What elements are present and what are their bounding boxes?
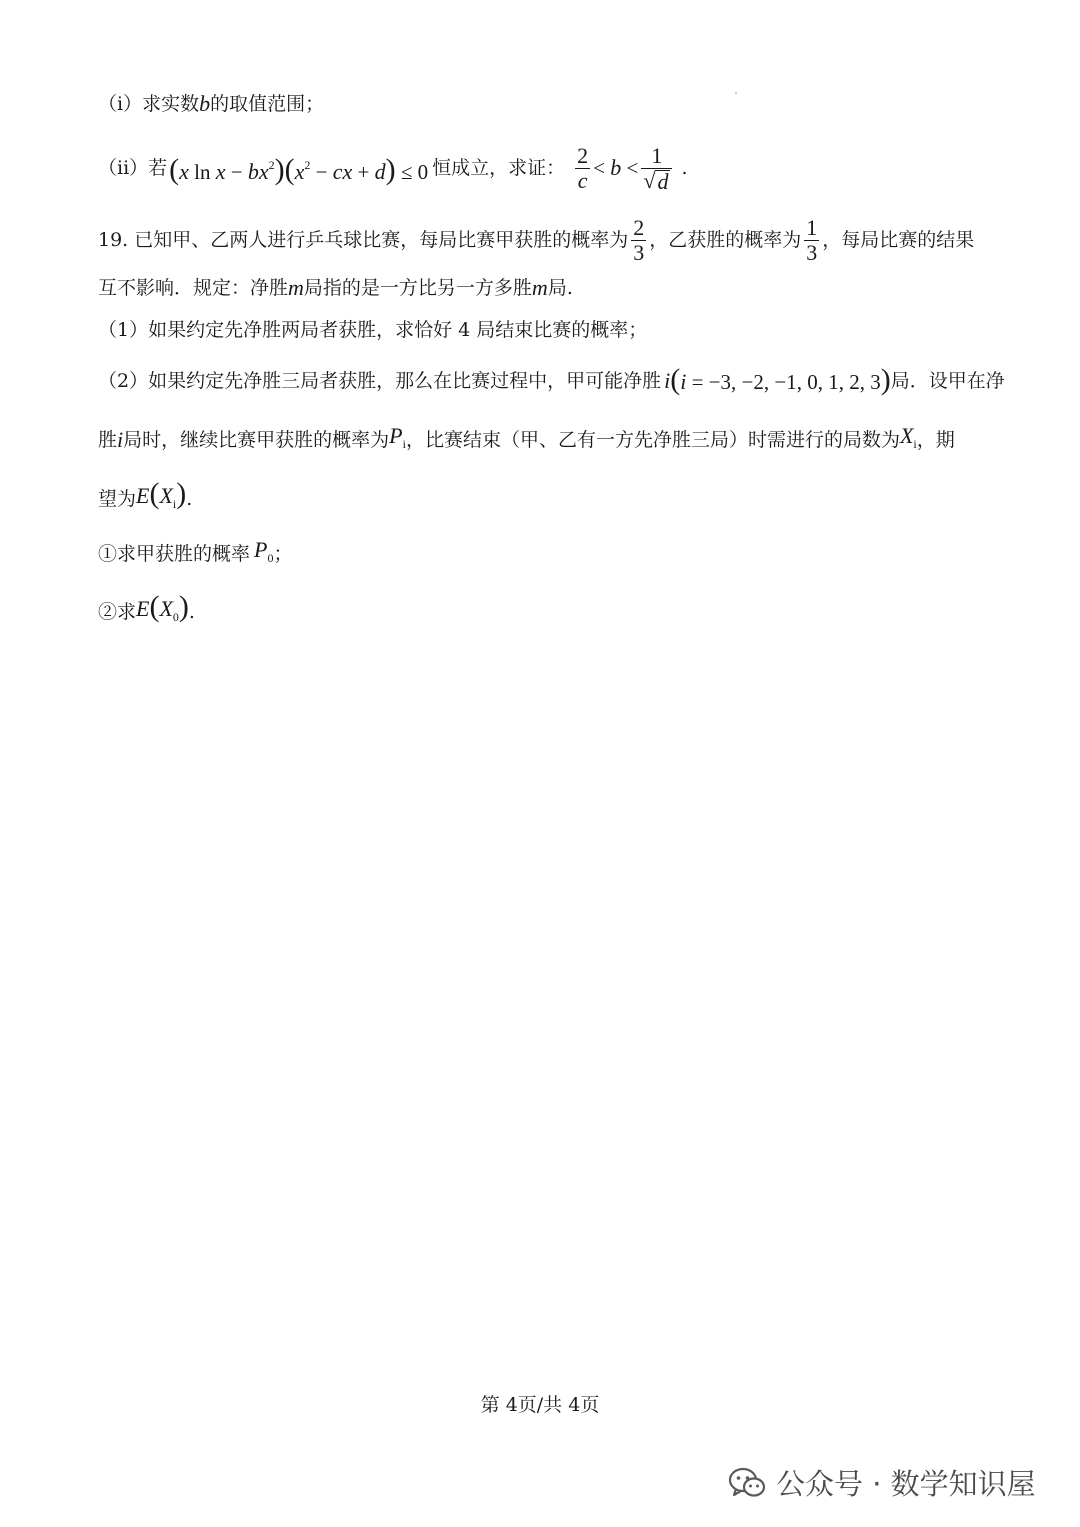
text: （ii）若: [98, 157, 168, 179]
text: ，期: [916, 429, 955, 451]
var-i: i: [664, 367, 671, 393]
text: （1）如果约定先净胜两局者获胜，求恰好 4 局结束比赛的概率；: [98, 319, 648, 341]
text: ，每局比赛的结果: [822, 229, 975, 251]
text: 19. 已知甲、乙两人进行乒乓球比赛，每局比赛甲获胜的概率为: [98, 229, 629, 251]
question-19-line1: [98, 214, 984, 266]
lt-b-lt: < b <: [593, 155, 639, 180]
fraction-2-over-c: $\frac{2}{c}$: [577, 142, 589, 193]
inequality-expression: (x $\ln x - bx^2)(x^2$ − cx + d) ≤ 0: [169, 152, 429, 186]
sub-part-1: [98, 536, 984, 572]
text: 的取值范围；: [210, 93, 325, 115]
text: 望为: [98, 487, 137, 510]
text: 恒成立，求证：: [432, 157, 566, 179]
part-2-line2: [98, 422, 984, 458]
text: （2）如果约定先净胜三局者获胜，那么在比赛过程中，甲可能净胜: [98, 369, 662, 392]
text: 局.: [547, 277, 573, 299]
text: 胜: [98, 429, 118, 451]
sub-question-ii: [98, 143, 984, 193]
text: ①求甲获胜的概率: [98, 543, 251, 565]
question-19-line2: [98, 274, 984, 302]
text: .: [186, 487, 193, 510]
text: （i）求实数: [98, 93, 200, 115]
text: 局时，继续比赛甲获胜的概率为: [123, 429, 390, 451]
part-1: [98, 316, 984, 344]
wechat-watermark: [728, 1462, 1036, 1503]
text: 局．设甲在净: [890, 369, 1005, 392]
text: 局指的是一方比另一方多胜: [303, 277, 532, 299]
wechat-icon: [728, 1467, 766, 1499]
part-2-line1: [98, 363, 1005, 396]
expectation-E-X0: $E(X_0)$: [136, 590, 189, 624]
text: ，比赛结束（甲、乙有一方先净胜三局）时需进行的局数为: [405, 429, 900, 451]
page-footer: 第 4页/共 4页: [480, 1394, 600, 1416]
fraction-2-over-3: $\frac{2}{3}$: [633, 214, 645, 265]
text: ②求: [98, 600, 137, 623]
fraction-1-over-sqrt-d: 1 √ d: [641, 144, 672, 193]
var-b: b: [199, 91, 211, 116]
sub-question-i: [98, 90, 984, 118]
var-m: m: [288, 275, 304, 300]
var-X-i: $X_i$: [899, 423, 917, 451]
fraction-1-over-3: $\frac{1}{3}$: [806, 214, 818, 265]
var-m: m: [531, 275, 548, 300]
text: 互不影响．规定：净胜: [98, 277, 289, 299]
text: .: [188, 600, 195, 623]
index-set: (i = −3, −2, −1, 0, 1, 2, 3): [670, 363, 891, 396]
var-P-i: $P_i$: [389, 423, 406, 451]
text: ，乙获胜的概率为: [649, 229, 802, 251]
var-i: i: [117, 427, 124, 452]
var-P-0: $P_0$: [254, 537, 274, 565]
expectation-E-Xi: $E(X_i)$: [136, 477, 187, 511]
text: ；: [273, 543, 293, 565]
watermark-text: 公众号 · 数学知识屋: [776, 1467, 1036, 1501]
text: .: [681, 157, 688, 179]
part-2-line3: [98, 479, 984, 518]
sub-part-2: [98, 592, 984, 631]
